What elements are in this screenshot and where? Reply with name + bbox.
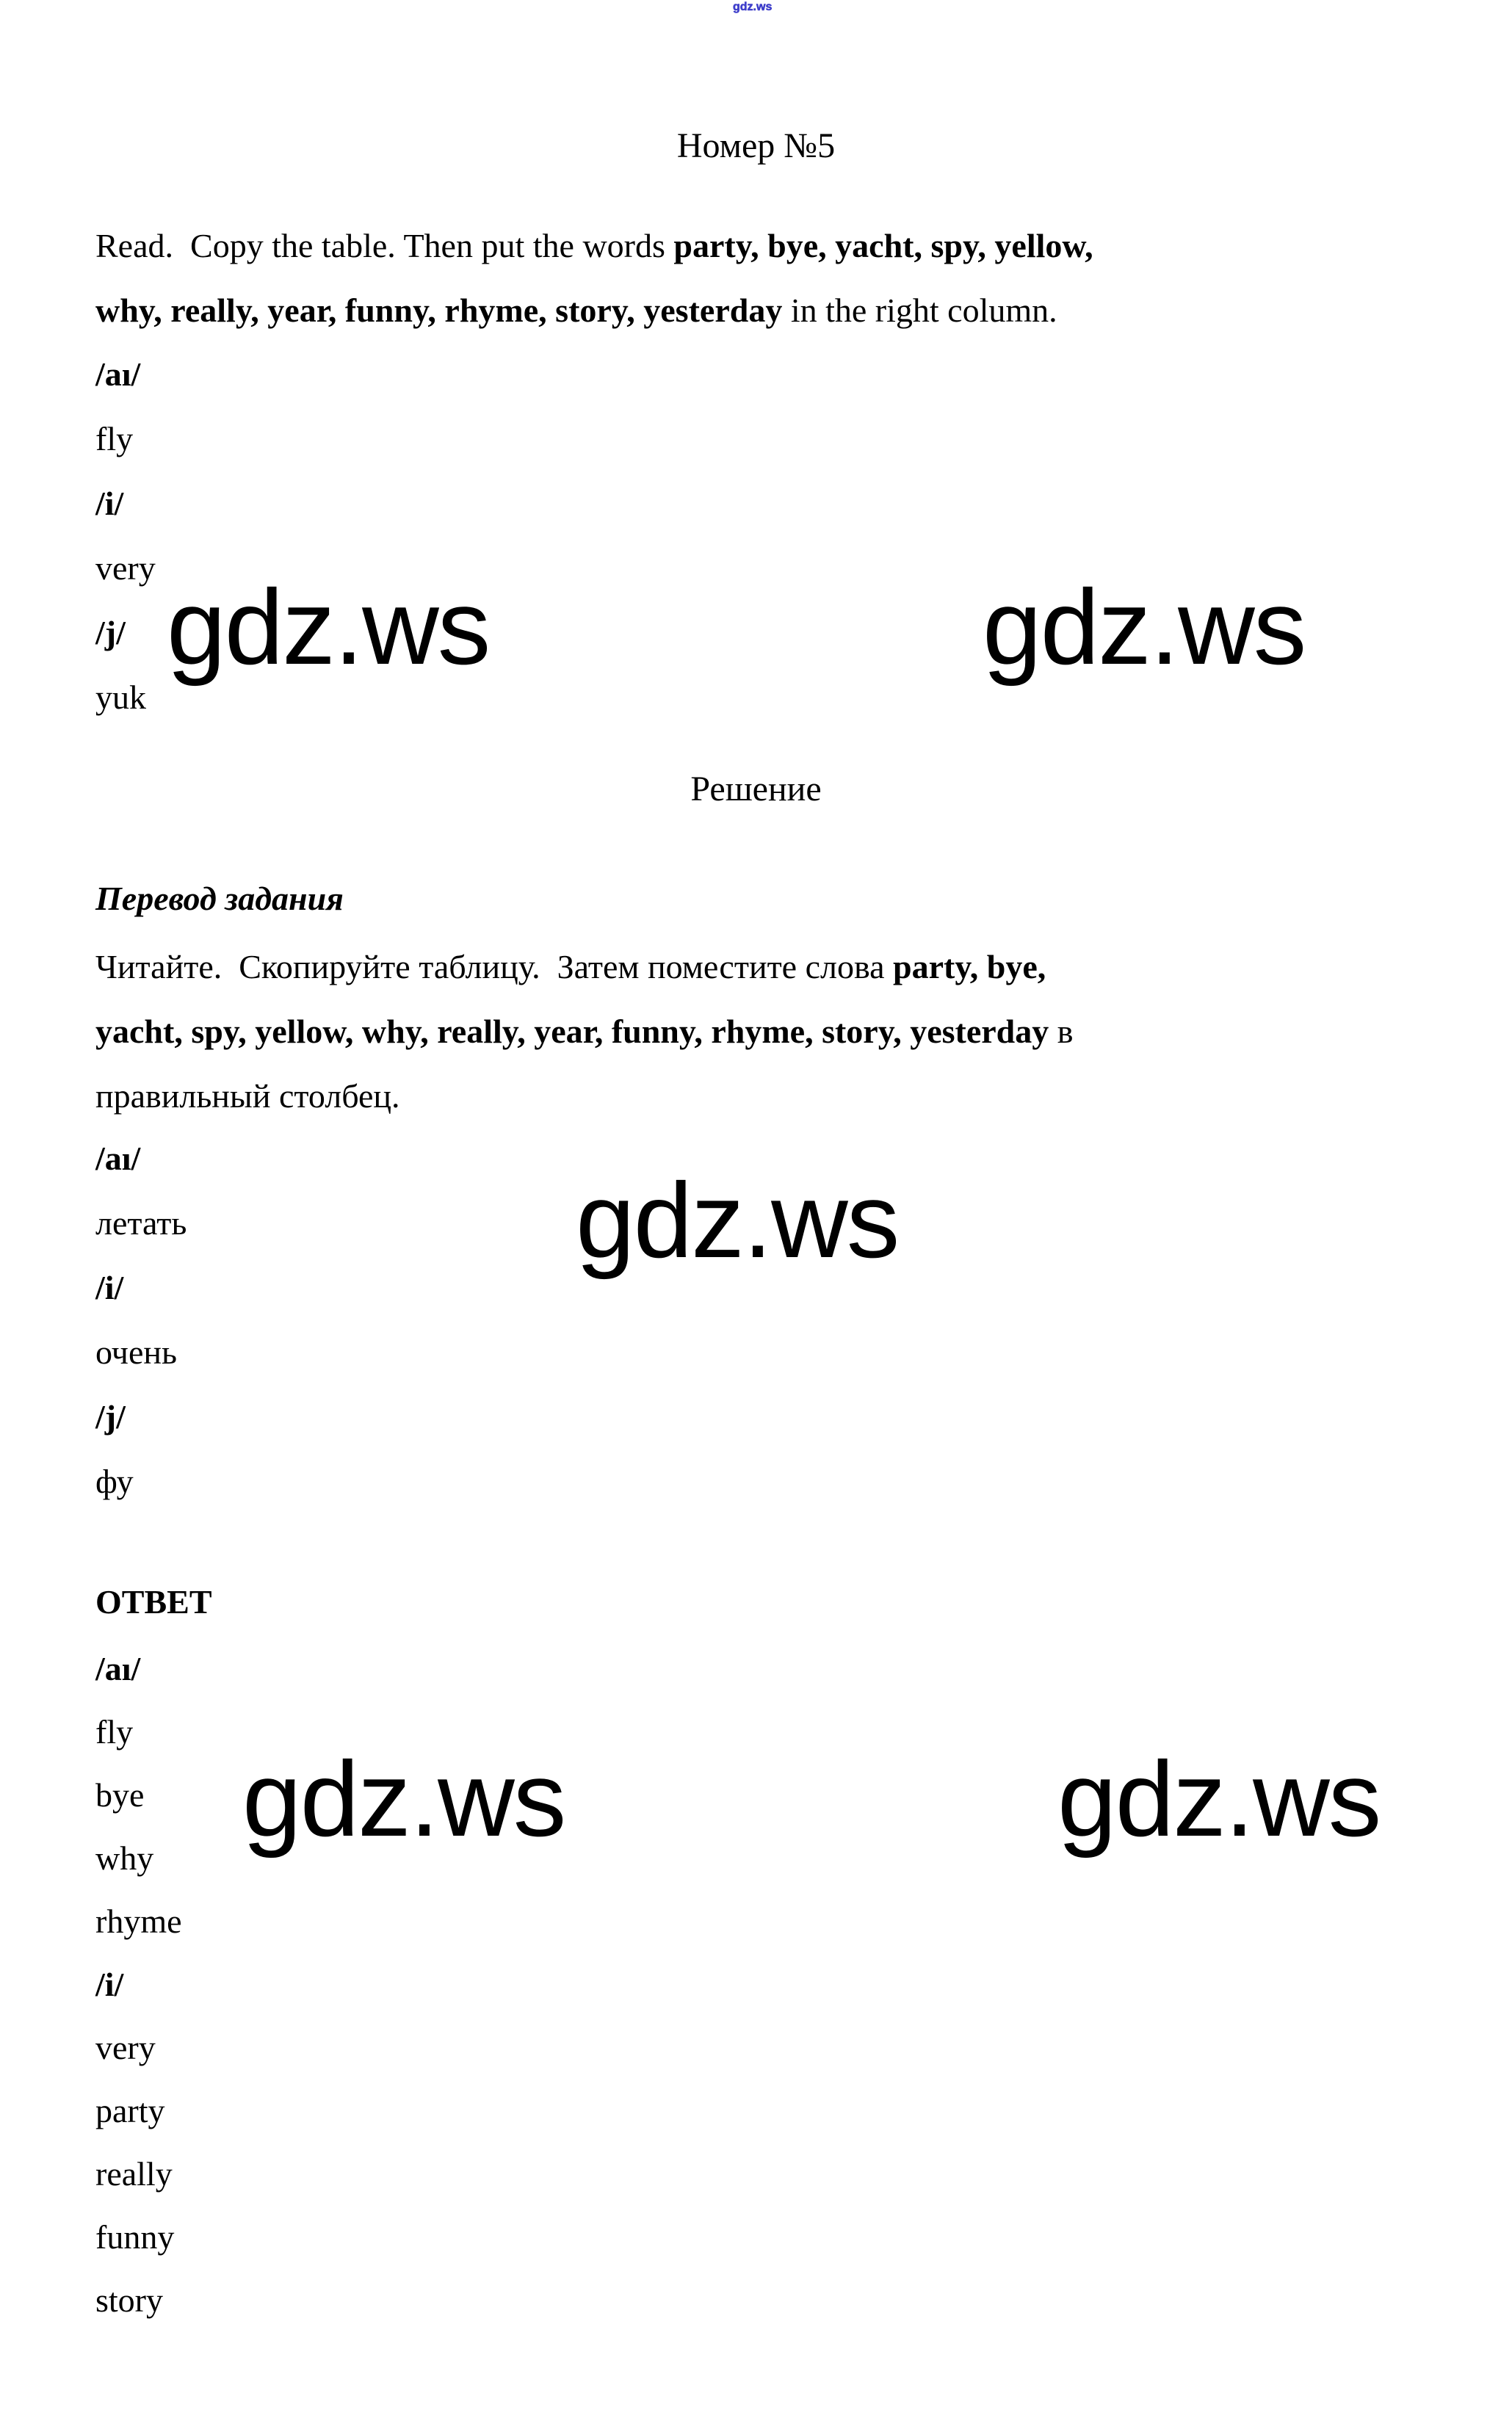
text-line bbox=[95, 2269, 182, 2332]
text-run: party, bye, yacht, spy, yellow, bbox=[673, 227, 1093, 264]
text-line bbox=[95, 2206, 182, 2269]
text-run: yuk bbox=[95, 678, 146, 716]
text-run: летать bbox=[95, 1204, 187, 1242]
text-run: /aı/ bbox=[95, 355, 141, 393]
translation-paragraph bbox=[95, 935, 1439, 1129]
text-line bbox=[95, 2016, 182, 2079]
text-run: /i/ bbox=[95, 1966, 124, 2003]
text-run: very bbox=[95, 2029, 156, 2066]
text-run: fly bbox=[95, 1713, 134, 1751]
text-run: really bbox=[95, 2155, 173, 2193]
gdzws-watermark: gdz.ws bbox=[576, 1161, 899, 1280]
text-line bbox=[95, 2143, 182, 2206]
text-run: Читайте. Скопируйте таблицу. Затем поместите слова bbox=[95, 948, 893, 985]
task-paragraph bbox=[95, 214, 1439, 343]
text-run: rhyme bbox=[95, 1903, 182, 1940]
text-line bbox=[95, 1126, 187, 1191]
text-line bbox=[95, 342, 156, 407]
page-title: Номер №5 bbox=[676, 126, 836, 165]
text-run: в bbox=[1049, 1013, 1074, 1050]
text-run: fly bbox=[95, 420, 134, 457]
gdzws-watermark: gdz.ws bbox=[242, 1740, 565, 1858]
text-line bbox=[95, 1637, 182, 1701]
text-run: yacht, spy, yellow, why, really, year, funny, rhyme, story, yesterday bbox=[95, 1013, 1049, 1050]
text-line bbox=[95, 601, 156, 665]
translation-heading: Перевод задания bbox=[95, 880, 344, 917]
text-line bbox=[95, 2079, 182, 2143]
text-line bbox=[95, 1701, 182, 1764]
text-run: party bbox=[95, 2092, 165, 2129]
gdzws-watermark: gdz.ws bbox=[983, 568, 1306, 687]
text-line bbox=[95, 1827, 182, 1890]
text-run: in the right column. bbox=[782, 292, 1057, 329]
text-run: Read. Copy the table. Then put the words bbox=[95, 227, 674, 264]
text-line bbox=[95, 278, 1439, 343]
text-run: why, really, year, funny, rhyme, story, yesterday bbox=[95, 292, 783, 329]
solution-pronunciation-list bbox=[95, 1126, 187, 1514]
text-line bbox=[95, 1064, 1439, 1129]
text-line bbox=[95, 214, 1439, 278]
text-run: funny bbox=[95, 2218, 175, 2256]
text-line bbox=[95, 999, 1439, 1064]
text-line bbox=[95, 536, 156, 601]
text-line bbox=[95, 1764, 182, 1827]
text-run: очень bbox=[95, 1333, 177, 1371]
text-run: /j/ bbox=[95, 614, 126, 651]
text-line bbox=[95, 1449, 187, 1514]
text-line bbox=[95, 1953, 182, 2016]
gdzws-watermark: gdz.ws bbox=[167, 568, 490, 687]
text-run: why bbox=[95, 1839, 154, 1877]
text-line bbox=[95, 1191, 187, 1256]
text-run: very bbox=[95, 549, 156, 587]
text-run: /aı/ bbox=[95, 1140, 141, 1177]
text-run: /i/ bbox=[95, 1269, 124, 1306]
text-line bbox=[95, 471, 156, 536]
text-run: bye bbox=[95, 1776, 145, 1814]
text-run: story bbox=[95, 2281, 163, 2319]
text-run: /i/ bbox=[95, 485, 124, 522]
text-line bbox=[95, 1256, 187, 1320]
text-run: правильный столбец. bbox=[95, 1077, 400, 1115]
text-line bbox=[95, 1320, 187, 1385]
text-line bbox=[95, 1890, 182, 1953]
gdzws-logo-small: gdz.ws bbox=[733, 1, 773, 13]
text-line bbox=[95, 1385, 187, 1449]
answer-list bbox=[95, 1637, 182, 2332]
text-run: party, bye, bbox=[893, 948, 1046, 985]
text-run: /aı/ bbox=[95, 1650, 141, 1687]
text-run: фу bbox=[95, 1463, 134, 1500]
solution-heading: Решение bbox=[690, 770, 822, 808]
text-line bbox=[95, 935, 1439, 999]
text-line bbox=[95, 665, 156, 730]
answer-heading: ОТВЕТ bbox=[95, 1583, 212, 1621]
text-line bbox=[95, 407, 156, 471]
task-pronunciation-list bbox=[95, 342, 156, 730]
gdzws-watermark: gdz.ws bbox=[1057, 1740, 1381, 1858]
text-run: /j/ bbox=[95, 1398, 126, 1436]
